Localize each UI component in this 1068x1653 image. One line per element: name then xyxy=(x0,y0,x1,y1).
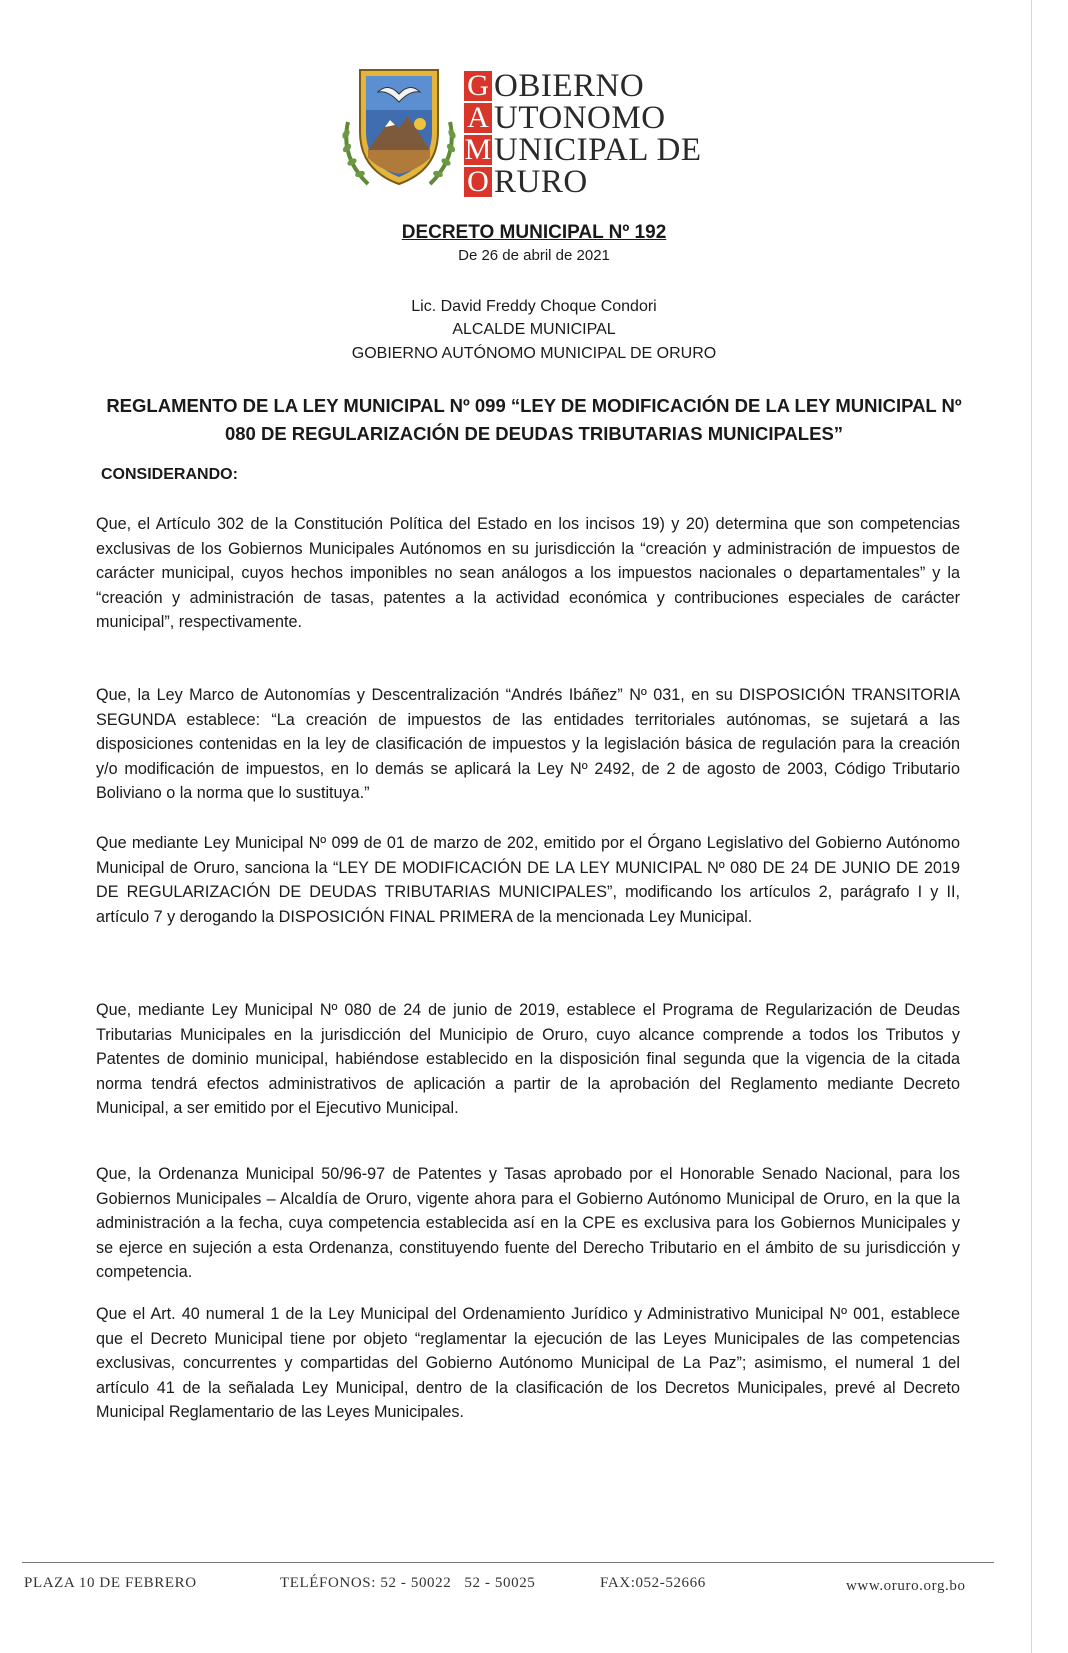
gamo-letter: G xyxy=(464,71,492,101)
footer-phones: TELÉFONOS: 52 - 50022 52 - 50025 xyxy=(280,1575,536,1591)
paragraph: Que, la Ley Marco de Autonomías y Descentralización “Andrés Ibáñez” Nº 031, en su DISPOSICIÓN TRANSITORIA SEGUNDA establece: “La creación de impuestos de las entidades territoriales autónomas, se sujetará a las disposiciones contenidas en la ley de clasificación de impuestos y la legislación básica de regulación para la creación y/o modificación de impuestos, en lo demás se aplicará la Ley Nº 2492, de 2 de agosto de 2003, Código Tributario Boliviano o la norma que lo sustituya.” xyxy=(96,686,960,803)
paragraph: Que, mediante Ley Municipal Nº 080 de 24 de junio de 2019, establece el Programa de Regularización de Deudas Tributarias Municipales en la jurisdicción del Municipio de Oruro, cuyo alcance comprende a todos los Tributos y Patentes de dominio municipal, habiéndose establecido en la disposición final segunda que la vigencia de la citada norma tendrá efectos administrativos de aplicación a partir de la aprobación del Reglamento mediante Decreto Municipal, a ser emitido por el Ejecutivo Municipal. xyxy=(96,1001,960,1118)
gamo-wordmark xyxy=(464,70,701,198)
gamo-word: OBIERNO xyxy=(494,68,645,104)
gamo-word: RURO xyxy=(494,164,588,200)
gamo-letter: O xyxy=(464,167,492,197)
gamo-row-1 xyxy=(464,70,701,102)
gamo-row-4 xyxy=(464,166,701,198)
footer-divider xyxy=(22,1562,994,1563)
decree-title: DECRETO MUNICIPAL Nº 192 xyxy=(401,222,667,243)
gamo-letter: A xyxy=(464,103,492,133)
paragraph: Que el Art. 40 numeral 1 de la Ley Municipal del Ordenamiento Jurídico y Administrativo Municipal Nº 001, establece que el Decreto Municipal tiene por objeto “reglamentar la ejecución de las Leyes Municipales de las competencias exclusivas, concurrentes y compartidas del Gobierno Autónomo Municipal de La Paz”; asimismo, el numeral 1 del artículo 41 de la señalada Ley Municipal, dentro de la clasificación de los Decretos Municipales, prevé al Decreto Municipal Reglamentario de las Leyes Municipales. xyxy=(96,1305,960,1422)
paragraph: Que, el Artículo 302 de la Constitución Política del Estado en los incisos 19) y 20) determina que son competencias exclusivas de los Gobiernos Municipales Autónomos en su jurisdicción la “creación y administración de impuestos de carácter municipal, cuyos hechos imponibles no sean análogos a los impuestos nacionales o departamentales” y la “creación y administración de tasas, patentes a la actividad económica y contribuciones especiales de carácter municipal”, respectivamente. xyxy=(96,515,960,632)
mayor-role: ALCALDE MUNICIPAL xyxy=(452,321,616,338)
footer-website: www.oruro.org.bo xyxy=(846,1578,966,1594)
considerando-heading: CONSIDERANDO: xyxy=(101,466,238,483)
mayor-name: Lic. David Freddy Choque Condori xyxy=(411,298,657,315)
paragraph: Que mediante Ley Municipal Nº 099 de 01 de marzo de 202, emitido por el Órgano Legislativo del Gobierno Autónomo Municipal de Oruro, sanciona la “LEY DE MODIFICACIÓN DE LA LEY MUNICIPAL Nº 080 DE 24 DE JUNIO DE 2019 DE REGULARIZACIÓN DE DEUDAS TRIBUTARIAS MUNICIPALES”, modificando los artículos 2, parágrafo I y II, artículo 7 y derogando la DISPOSICIÓN FINAL PRIMERA de la mencionada Ley Municipal. xyxy=(96,834,960,926)
gamo-word: UTONOMO xyxy=(494,100,666,136)
gamo-word: UNICIPAL DE xyxy=(494,132,702,168)
decree-date: De 26 de abril de 2021 xyxy=(458,247,610,264)
footer-address: PLAZA 10 DE FEBRERO xyxy=(24,1575,197,1591)
coat-of-arms-icon xyxy=(338,62,460,196)
gamo-letter: M xyxy=(464,133,492,166)
paragraph: Que, la Ordenanza Municipal 50/96-97 de Patentes y Tasas aprobado por el Honorable Senado Nacional, para los Gobiernos Municipales – Alcaldía de Oruro, vigente ahora para el Gobierno Autónomo Municipal de Oruro, en la que la administración a la fecha, cuya competencia establecida así en la CPE es exclusiva para los Gobiernos Municipales y se ejerce en sujeción a esta Ordenanza, constituyendo fuente del Derecho Tributario en el ámbito de su jurisdicción y competencia. xyxy=(96,1165,960,1282)
regulation-title: REGLAMENTO DE LA LEY MUNICIPAL Nº 099 “LEY DE MODIFICACIÓN DE LA LEY MUNICIPAL Nº 080 DE REGULARIZACIÓN DE DEUDAS TRIBUTARIAS MUNICIPALES” xyxy=(106,395,962,444)
gamo-row-2 xyxy=(464,102,701,134)
header-logo xyxy=(338,62,738,200)
government-name: GOBIERNO AUTÓNOMO MUNICIPAL DE ORURO xyxy=(351,345,717,362)
footer-fax: FAX:052-52666 xyxy=(600,1575,706,1591)
gamo-row-3 xyxy=(464,134,701,166)
